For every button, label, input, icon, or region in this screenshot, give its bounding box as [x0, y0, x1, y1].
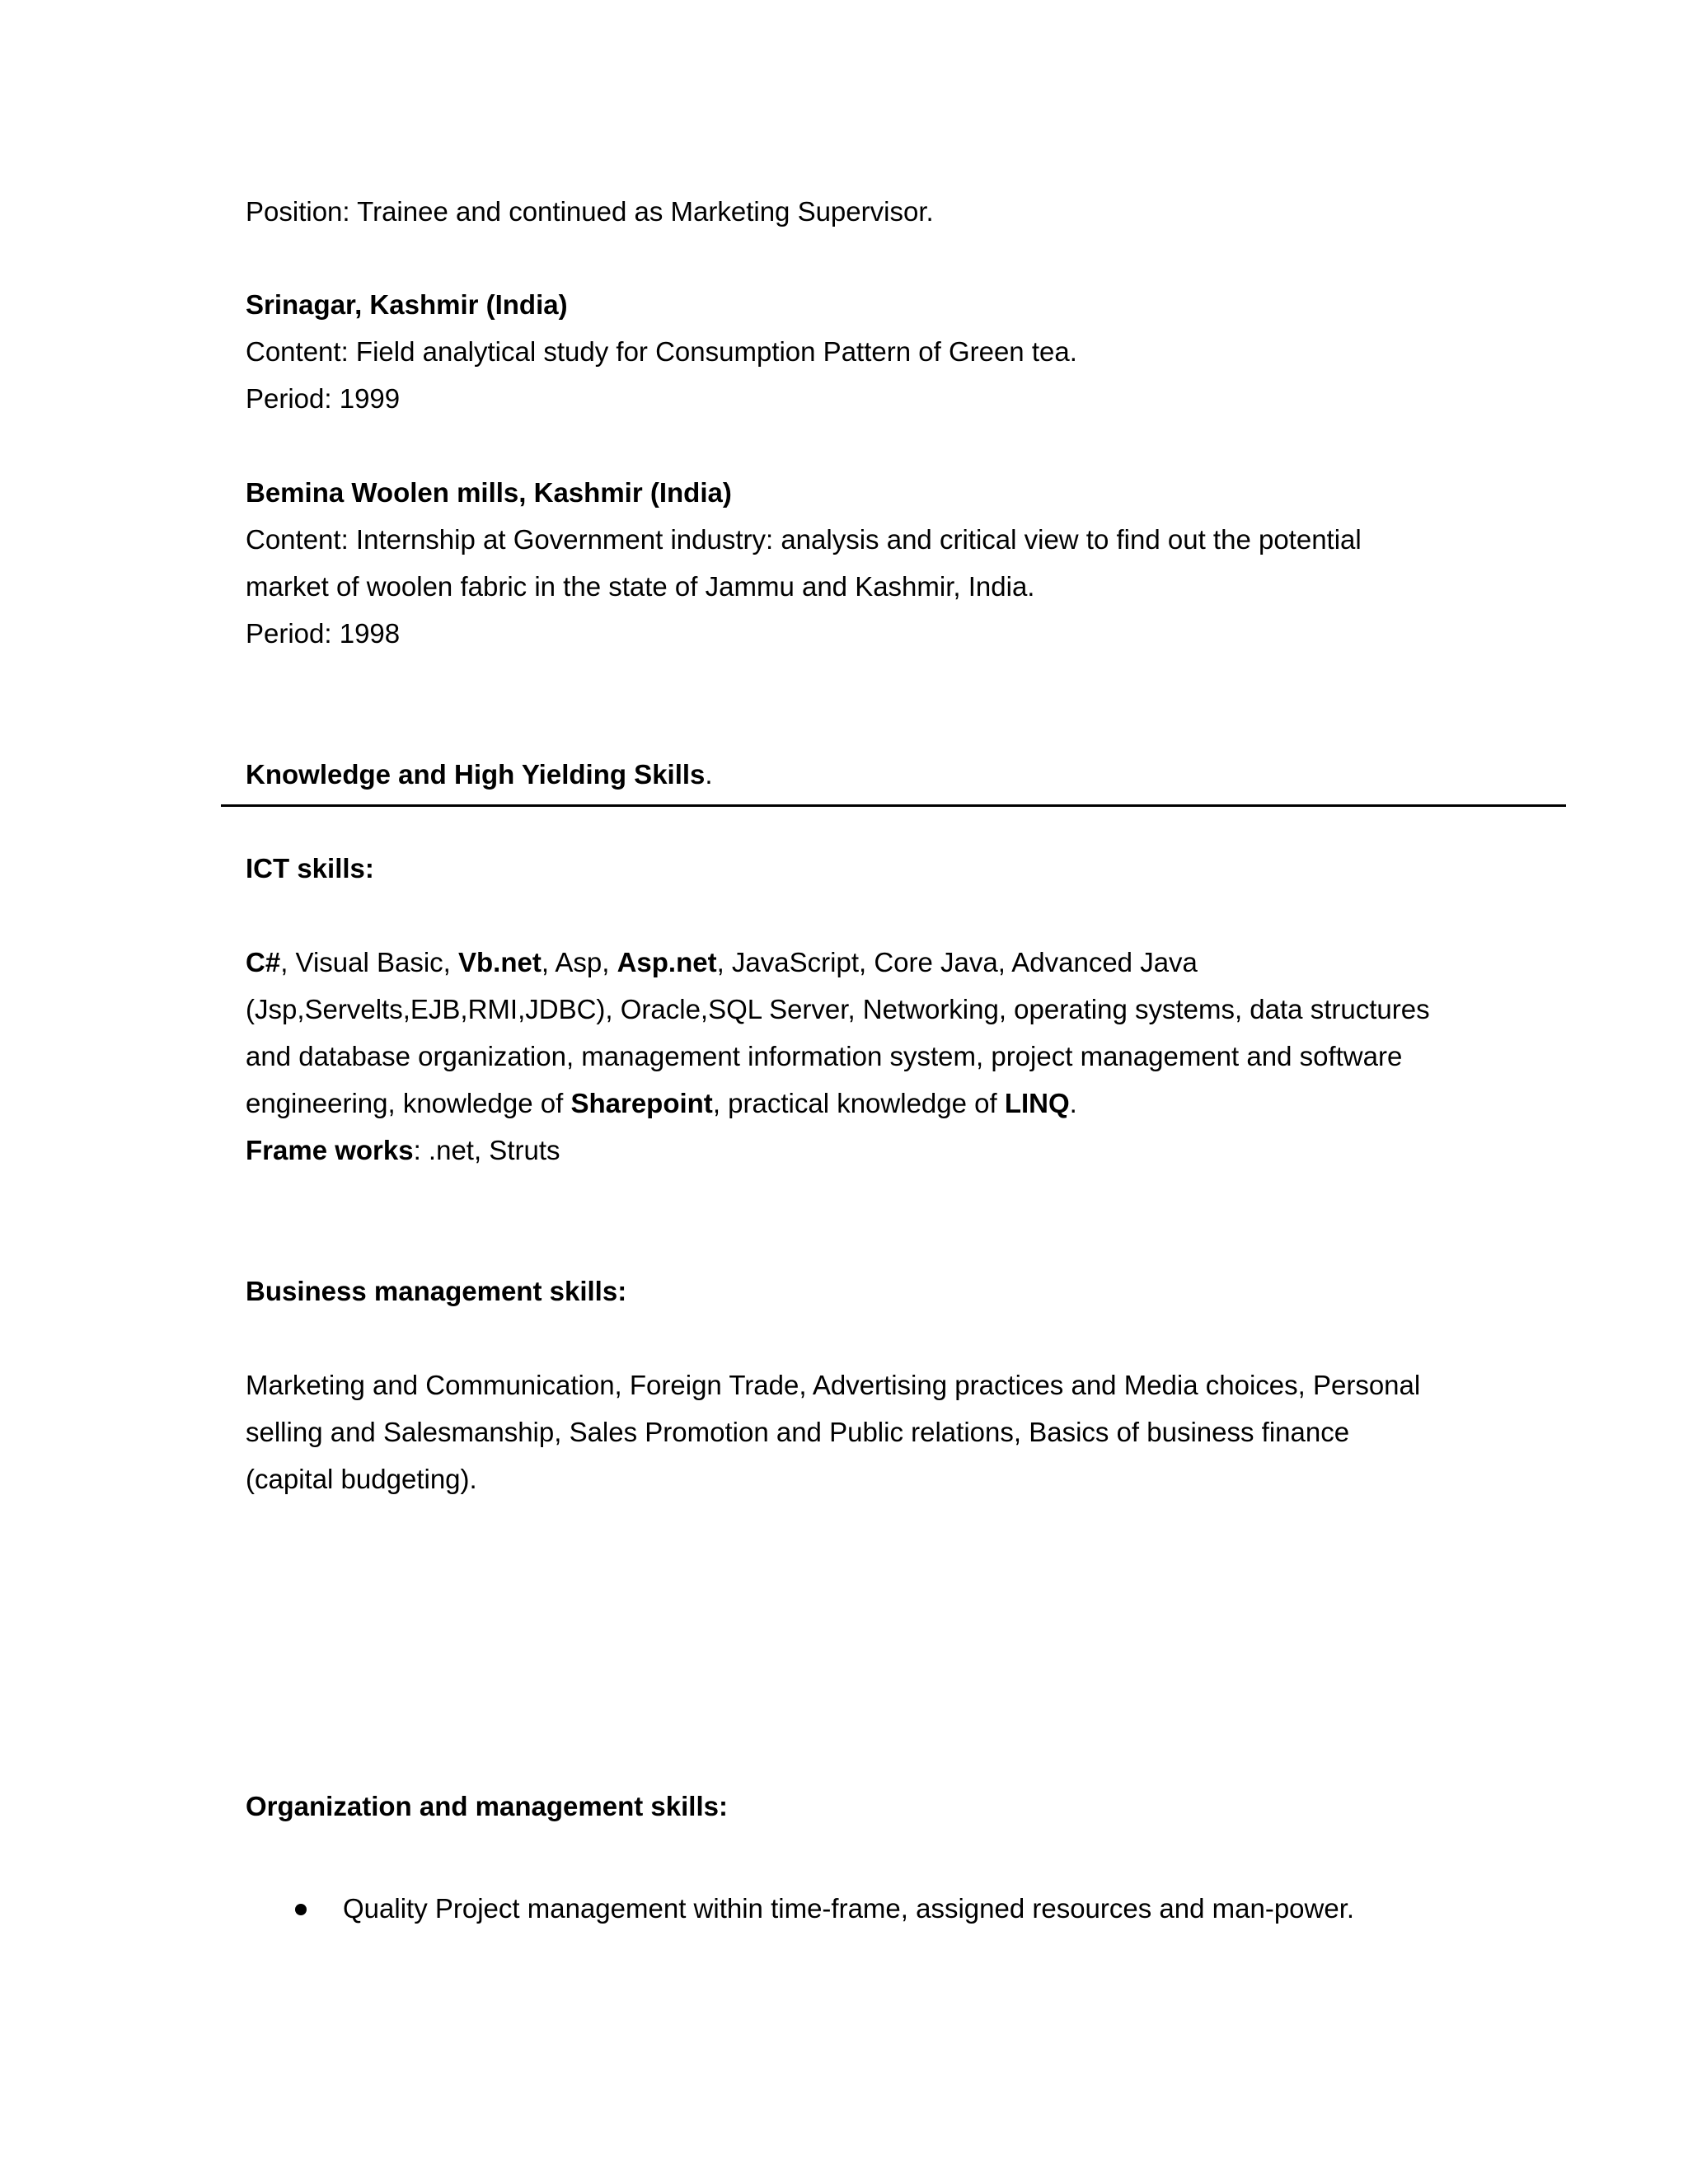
- entry-heading: Bemina Woolen mills, Kashmir (India): [246, 477, 732, 508]
- ict-skills-line: [246, 1087, 1077, 1120]
- position-line: Position: Trainee and continued as Marketing Supervisor.: [246, 196, 934, 227]
- skill-text: , Asp,: [541, 947, 617, 977]
- skill-text: , practical knowledge of: [712, 1088, 1005, 1118]
- entry-period: Period: 1998: [246, 618, 401, 649]
- frameworks-label: Frame works: [246, 1135, 414, 1165]
- section-title: [246, 758, 713, 791]
- skill-text: engineering, knowledge of: [246, 1088, 571, 1118]
- business-skills-line: (capital budgeting).: [246, 1464, 477, 1494]
- bullet-icon: [295, 1904, 307, 1915]
- entry-heading: Srinagar, Kashmir (India): [246, 289, 568, 320]
- entry-content: Content: Internship at Government industry: analysis and critical view to find out the potential: [246, 524, 1362, 555]
- frameworks-line: [246, 1134, 560, 1167]
- section-title-suffix: .: [705, 759, 713, 790]
- ict-skills-heading: ICT skills:: [246, 853, 374, 883]
- business-skills-line: selling and Salesmanship, Sales Promotion and Public relations, Basics of business finance: [246, 1417, 1350, 1447]
- skill-csharp: C#: [246, 947, 281, 977]
- skill-aspnet: Asp.net: [617, 947, 717, 977]
- business-skills-line: Marketing and Communication, Foreign Trade, Advertising practices and Media choices, Personal: [246, 1370, 1421, 1400]
- ict-skills-line: (Jsp,Servelts,EJB,RMI,JDBC), Oracle,SQL Server, Networking, operating systems, data structures: [246, 994, 1430, 1024]
- skill-vbnet: Vb.net: [458, 947, 542, 977]
- frameworks-value: : .net, Struts: [413, 1135, 560, 1165]
- section-divider: [221, 804, 1566, 807]
- ict-skills-line: and database organization, management information system, project management and software: [246, 1041, 1403, 1071]
- skill-sharepoint: Sharepoint: [570, 1088, 713, 1118]
- skill-text: , JavaScript, Core Java, Advanced Java: [716, 947, 1198, 977]
- entry-content-continued: market of woolen fabric in the state of Jammu and Kashmir, India.: [246, 571, 1035, 602]
- entry-period: Period: 1999: [246, 383, 401, 414]
- skill-text: , Visual Basic,: [280, 947, 459, 977]
- section-title-text: Knowledge and High Yielding Skills: [246, 759, 706, 790]
- skill-linq: LINQ: [1004, 1088, 1070, 1118]
- skill-text: .: [1069, 1088, 1077, 1118]
- entry-content: Content: Field analytical study for Consumption Pattern of Green tea.: [246, 336, 1077, 367]
- organization-skills-heading: Organization and management skills:: [246, 1791, 728, 1821]
- ict-skills-line: [246, 946, 1198, 979]
- bullet-item: Quality Project management within time-frame, assigned resources and man-power.: [343, 1893, 1355, 1924]
- business-skills-heading: Business management skills:: [246, 1276, 627, 1306]
